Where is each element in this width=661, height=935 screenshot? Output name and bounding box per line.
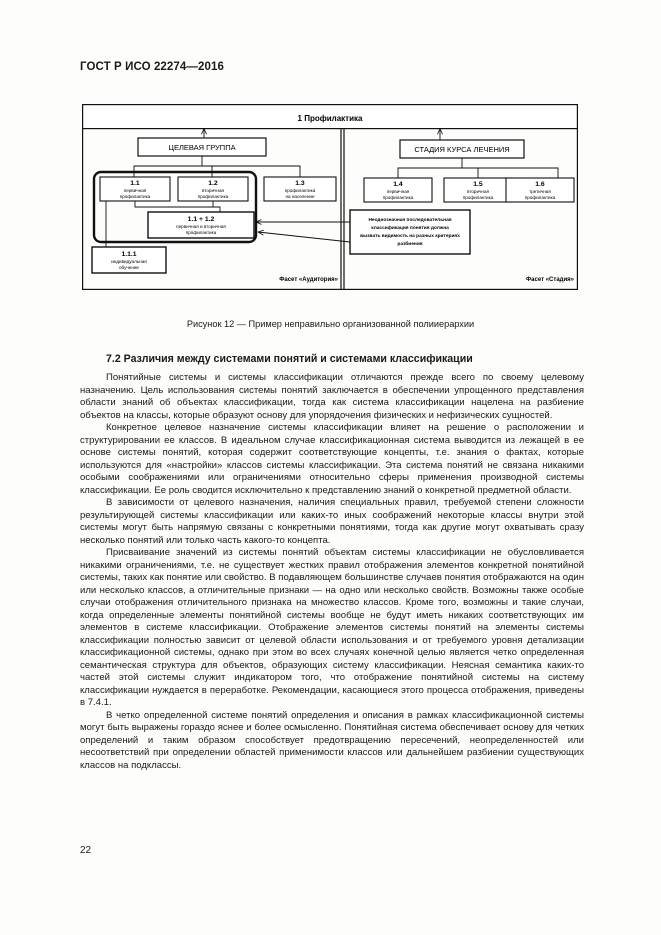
facet-audience-label: Фасет «Аудитория» (279, 277, 338, 283)
paragraph: В четко определенной системе понятий определения и описания в рамках классификационной системы могут быть выражены гораздо яснее и более осмысленно. Понятийная система обеспечивает основу для четких определений и таким образом способствует предотвращению пересечений, неопределенностей или несоответствий при определении областей применимости классов или дальнейшем разбиении существующих классов на подклассы. (80, 709, 584, 771)
node-combined-num: 1.1 + 1.2 (187, 216, 215, 223)
note-line2: классификация понятия должна (371, 226, 449, 231)
node-1-1-1-line1: индивидуальная (111, 259, 147, 264)
node-1-3-line1: профилактика (284, 188, 316, 193)
note-line1: Неоднозначная последовательная (368, 218, 452, 223)
node-1-5-line1: вторичная (466, 189, 490, 194)
node-1-6-line1: третичная (529, 189, 551, 194)
node-1-2-line1: вторичная (201, 188, 225, 193)
node-1-3-num: 1.3 (295, 180, 305, 187)
note-line4: разбиения (397, 242, 423, 247)
edge-stage-1-5 (462, 168, 478, 178)
figure-caption: Рисунок 12 — Пример неправильно организованной полииерархии (186, 319, 475, 329)
edge-1-1-to-combined (135, 201, 220, 212)
node-combined-line1: первичная и вторичная (176, 224, 226, 229)
node-1-2-num: 1.2 (208, 180, 218, 187)
paragraph: Конкретное целевое назначение системы классификации влияет на решение о расположении и структурировании ее классов. В идеальном случае классификационная система выводится из лежащей в ее основе системы понятий, которая содержит соответствующие концепты, т.е. знания о фактах, которые используются для «настройки» классов системы классификации. Эта система понятий не связана никакими особыми соображениями или ограничениями относительно сферы применения производной системы классификации. Ее роль сводится исключительно к представлению знаний о конкретной предметной области. (80, 422, 584, 496)
paragraph: В зависимости от целевого назначения, наличия специальных правил, требуемой степени сложности результирующей системы классификации или каких-то иных соображений некоторые классы внутри этой системы могут быть напрямую связаны с конкретными понятиями, тогда как другие могут охватывать сразу несколько понятий или только часть какого-то концепта. (80, 497, 584, 546)
document-code-header: ГОСТ Р ИСО 22274—2016 (80, 61, 225, 73)
note-arrow-to-group (258, 232, 350, 242)
node-1-6-line2: профилактика (524, 195, 556, 200)
note-box (350, 210, 470, 254)
node-1-3-line2: на население (285, 194, 315, 199)
page-number: 22 (80, 845, 92, 856)
node-1-1-line1: первичная (123, 188, 147, 193)
node-1-4-num: 1.4 (393, 181, 403, 188)
edge-stage-1-6 (478, 168, 558, 178)
section-title: 7.2 Различия между системами понятий и системами классификации (106, 353, 473, 365)
facet-stage-label: Фасет «Стадия» (526, 277, 574, 283)
edge-stage-1-4 (398, 158, 462, 178)
node-1-2-line2: профилактика (197, 194, 229, 199)
node-top-label: 1 Профилактика (297, 114, 363, 123)
node-1-1-line2: профилактика (119, 194, 151, 199)
node-combined-line2: профилактика (185, 230, 217, 235)
polyhierarchy-diagram (82, 104, 578, 290)
node-1-4-line2: профилактика (382, 195, 414, 200)
edge-target-1-1 (134, 156, 202, 177)
node-course-stage-label: СТАДИЯ КУРСА ЛЕЧЕНИЯ (414, 145, 510, 154)
node-1-5-num: 1.5 (473, 181, 483, 188)
paragraph: Понятийные системы и системы классификации отличаются прежде всего по своему целевому назначению. Цель использования системы понятий заключается в обеспечении упрощенного представления области знаний об объектах классификации, тогда как система классификации нацелена на разбиение объектов на классы, которые образуют основу для упорядочения физических и нефизических сущностей. (80, 372, 584, 421)
paragraph: Присваивание значений из системы понятий объектам системы классификации не обусловливается никакими ограничениями, т.е. не существует жестких правил отображения элементов конкретной понятийной системы, таких как понятие или свойство. В подавляющем большинстве случаев понятия отображаются на один или несколько классов, а отличительные признаки — на одно или несколько свойств. Возможны также особые случаи отображения отличительного признака на множество классов. Кроме того, возможны и такие случаи, когда определенные элементы понятийной системы вообще не будут иметь никаких соответствующих им элементов в системе классификации. Отображение элементов системы понятий на элементы системы классификации полностью зависит от целевой области использования и от требуемого уровня детализации классификационной системы, однако при этом во всех случаях конечной целью является четко определенная семантическая структура для объектов, образующих систему классификации. Неясная семантика каких-то частей этой системы служит индикатором того, что отображение понятийной системы на систему классификации нуждается в переработке. Рекомендации, касающиеся этого процесса отображения, приведены в 7.4.1. (80, 547, 584, 708)
node-1-6-num: 1.6 (535, 181, 545, 188)
node-1-1-num: 1.1 (130, 180, 140, 187)
body-text (80, 372, 584, 772)
node-target-group-label: ЦЕЛЕВАЯ ГРУППА (168, 143, 236, 152)
note-line3: вызвать видимость на разных критериях (360, 234, 460, 239)
node-1-5-line2: профилактика (462, 195, 494, 200)
polyhierarchy-figure (82, 104, 578, 290)
node-1-1-1-line2: обучение (119, 265, 139, 270)
node-1-1-1-num: 1.1.1 (121, 251, 137, 258)
node-1-4-line1: первичная (386, 189, 410, 194)
